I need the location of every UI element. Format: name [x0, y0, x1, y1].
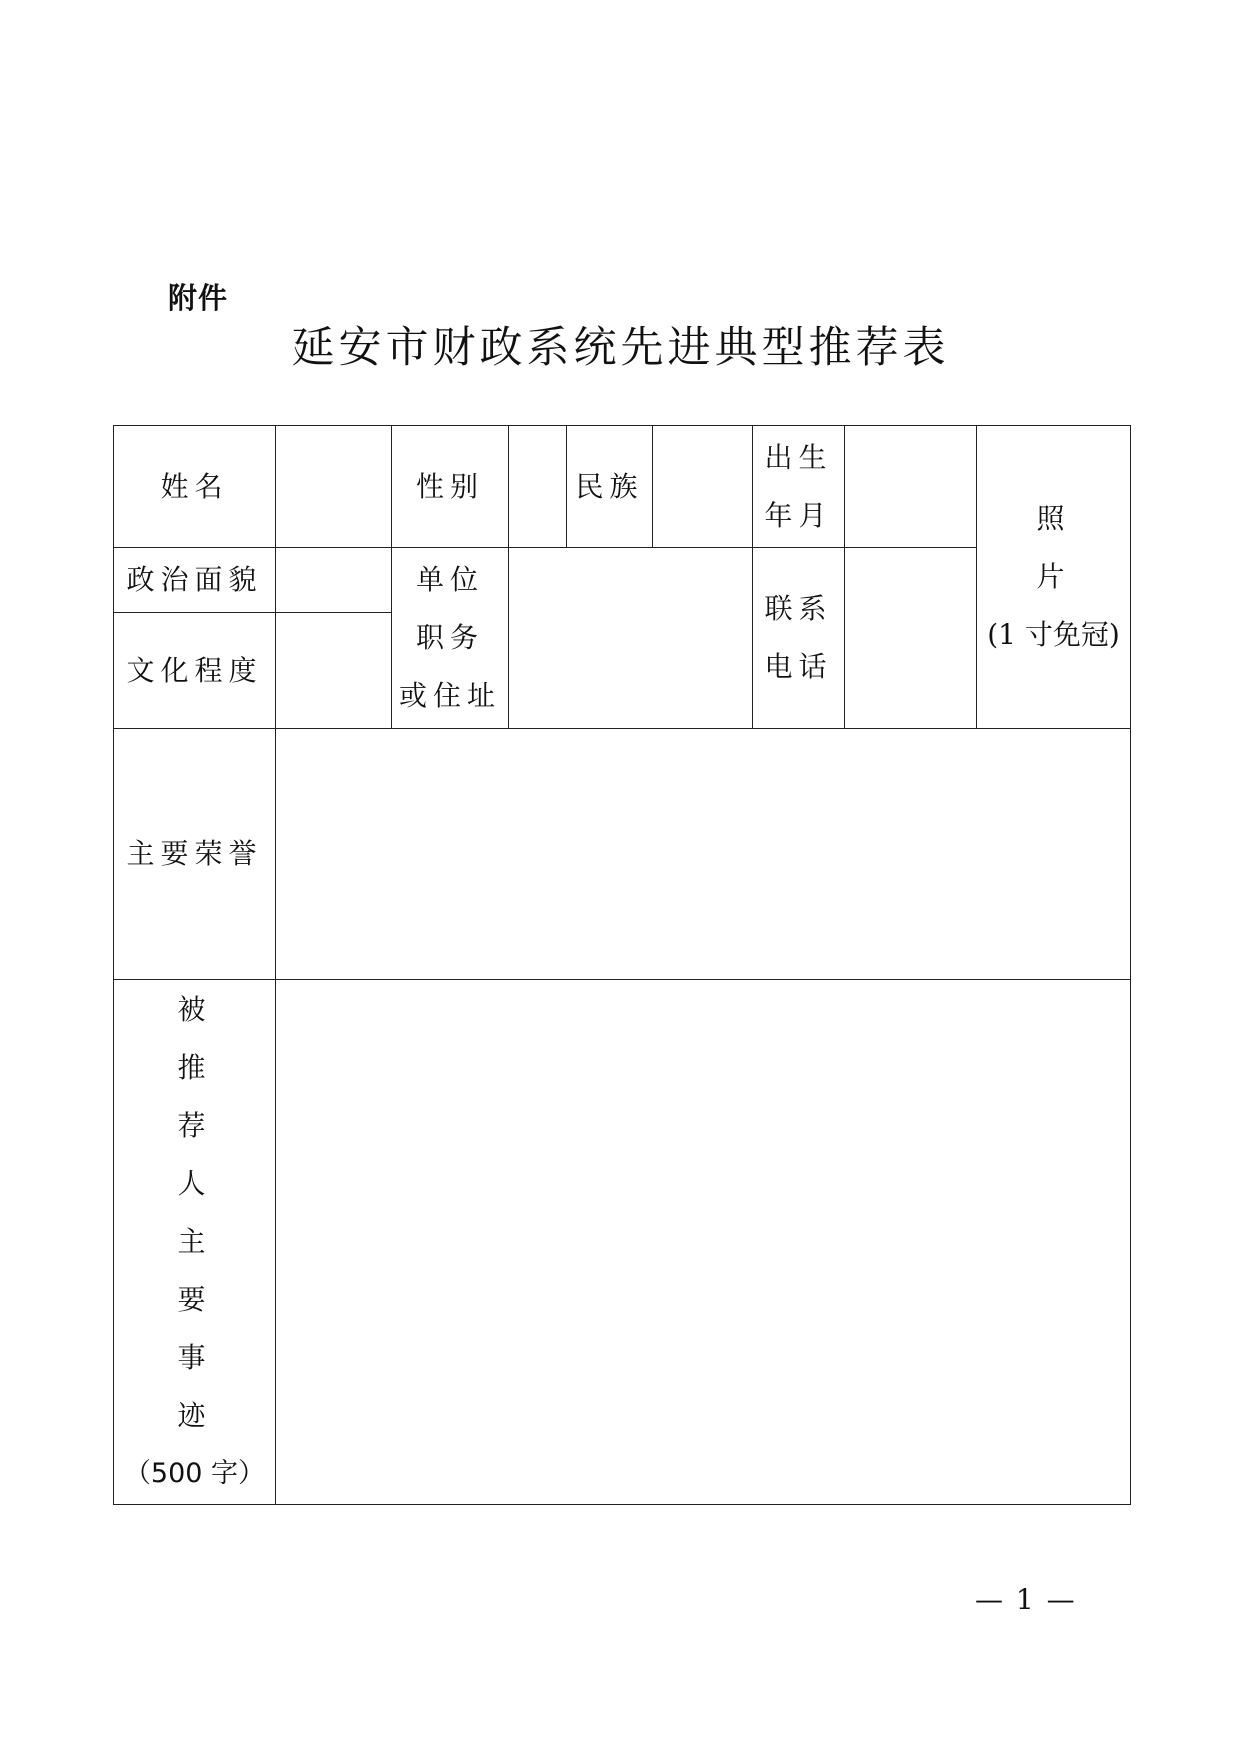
- unit-label-cell: [392, 548, 509, 729]
- deeds-label-cell: [114, 980, 276, 1505]
- deeds-word-limit-note: （500 字）: [123, 1458, 266, 1489]
- form-title: 延安市财政系统先进典型推荐表: [291, 323, 950, 373]
- phone-label-cell: [753, 548, 845, 729]
- gender-value-cell[interactable]: [509, 426, 567, 548]
- page-number: — 1 —: [975, 1583, 1077, 1616]
- unit-value-cell[interactable]: [509, 548, 753, 729]
- deeds-label-char: 主: [177, 1225, 212, 1258]
- deeds-label-char: 迹: [177, 1399, 212, 1432]
- birth-value-cell[interactable]: [845, 426, 977, 548]
- photo-label-line-1: 照: [1036, 502, 1071, 535]
- education-value-cell[interactable]: [276, 613, 392, 729]
- honors-label-cell: 主要荣誉: [114, 729, 276, 980]
- phone-value-cell[interactable]: [845, 548, 977, 729]
- phone-label-line-2: 电话: [764, 650, 833, 683]
- unit-label-line-3: 或住址: [398, 679, 501, 712]
- deeds-label-char: 事: [177, 1341, 212, 1374]
- unit-label-line-2: 职务: [415, 621, 484, 654]
- deeds-value-cell[interactable]: [276, 980, 1131, 1505]
- attachment-label: 附件: [168, 281, 229, 315]
- deeds-label-char: 被: [177, 993, 212, 1026]
- birth-label-cell: [753, 426, 845, 548]
- deeds-label-char: 要: [177, 1283, 212, 1316]
- ethnicity-value-cell[interactable]: [653, 426, 753, 548]
- gender-label-cell: 性别: [392, 426, 509, 548]
- photo-size-note: (1 寸免冠): [987, 618, 1120, 651]
- birth-label-line-2: 年月: [764, 498, 833, 532]
- education-label-cell: 文化程度: [114, 613, 276, 729]
- name-value-cell[interactable]: [276, 426, 392, 548]
- phone-label-line-1: 联系: [764, 592, 833, 625]
- unit-label-line-1: 单位: [415, 563, 484, 596]
- photo-cell[interactable]: [977, 426, 1131, 729]
- ethnicity-label-cell: 民族: [567, 426, 653, 548]
- name-label-cell: 姓名: [114, 426, 276, 548]
- political-status-label-cell: 政治面貌: [114, 548, 276, 613]
- photo-label-line-2: 片: [1036, 560, 1071, 593]
- political-status-value-cell[interactable]: [276, 548, 392, 613]
- deeds-label-char: 推: [177, 1051, 212, 1084]
- deeds-label-char: 荐: [177, 1109, 212, 1142]
- deeds-label-char: 人: [177, 1167, 212, 1200]
- honors-value-cell[interactable]: [276, 729, 1131, 980]
- recommendation-form-table: [113, 425, 1131, 1505]
- birth-label-line-1: 出生: [764, 440, 833, 474]
